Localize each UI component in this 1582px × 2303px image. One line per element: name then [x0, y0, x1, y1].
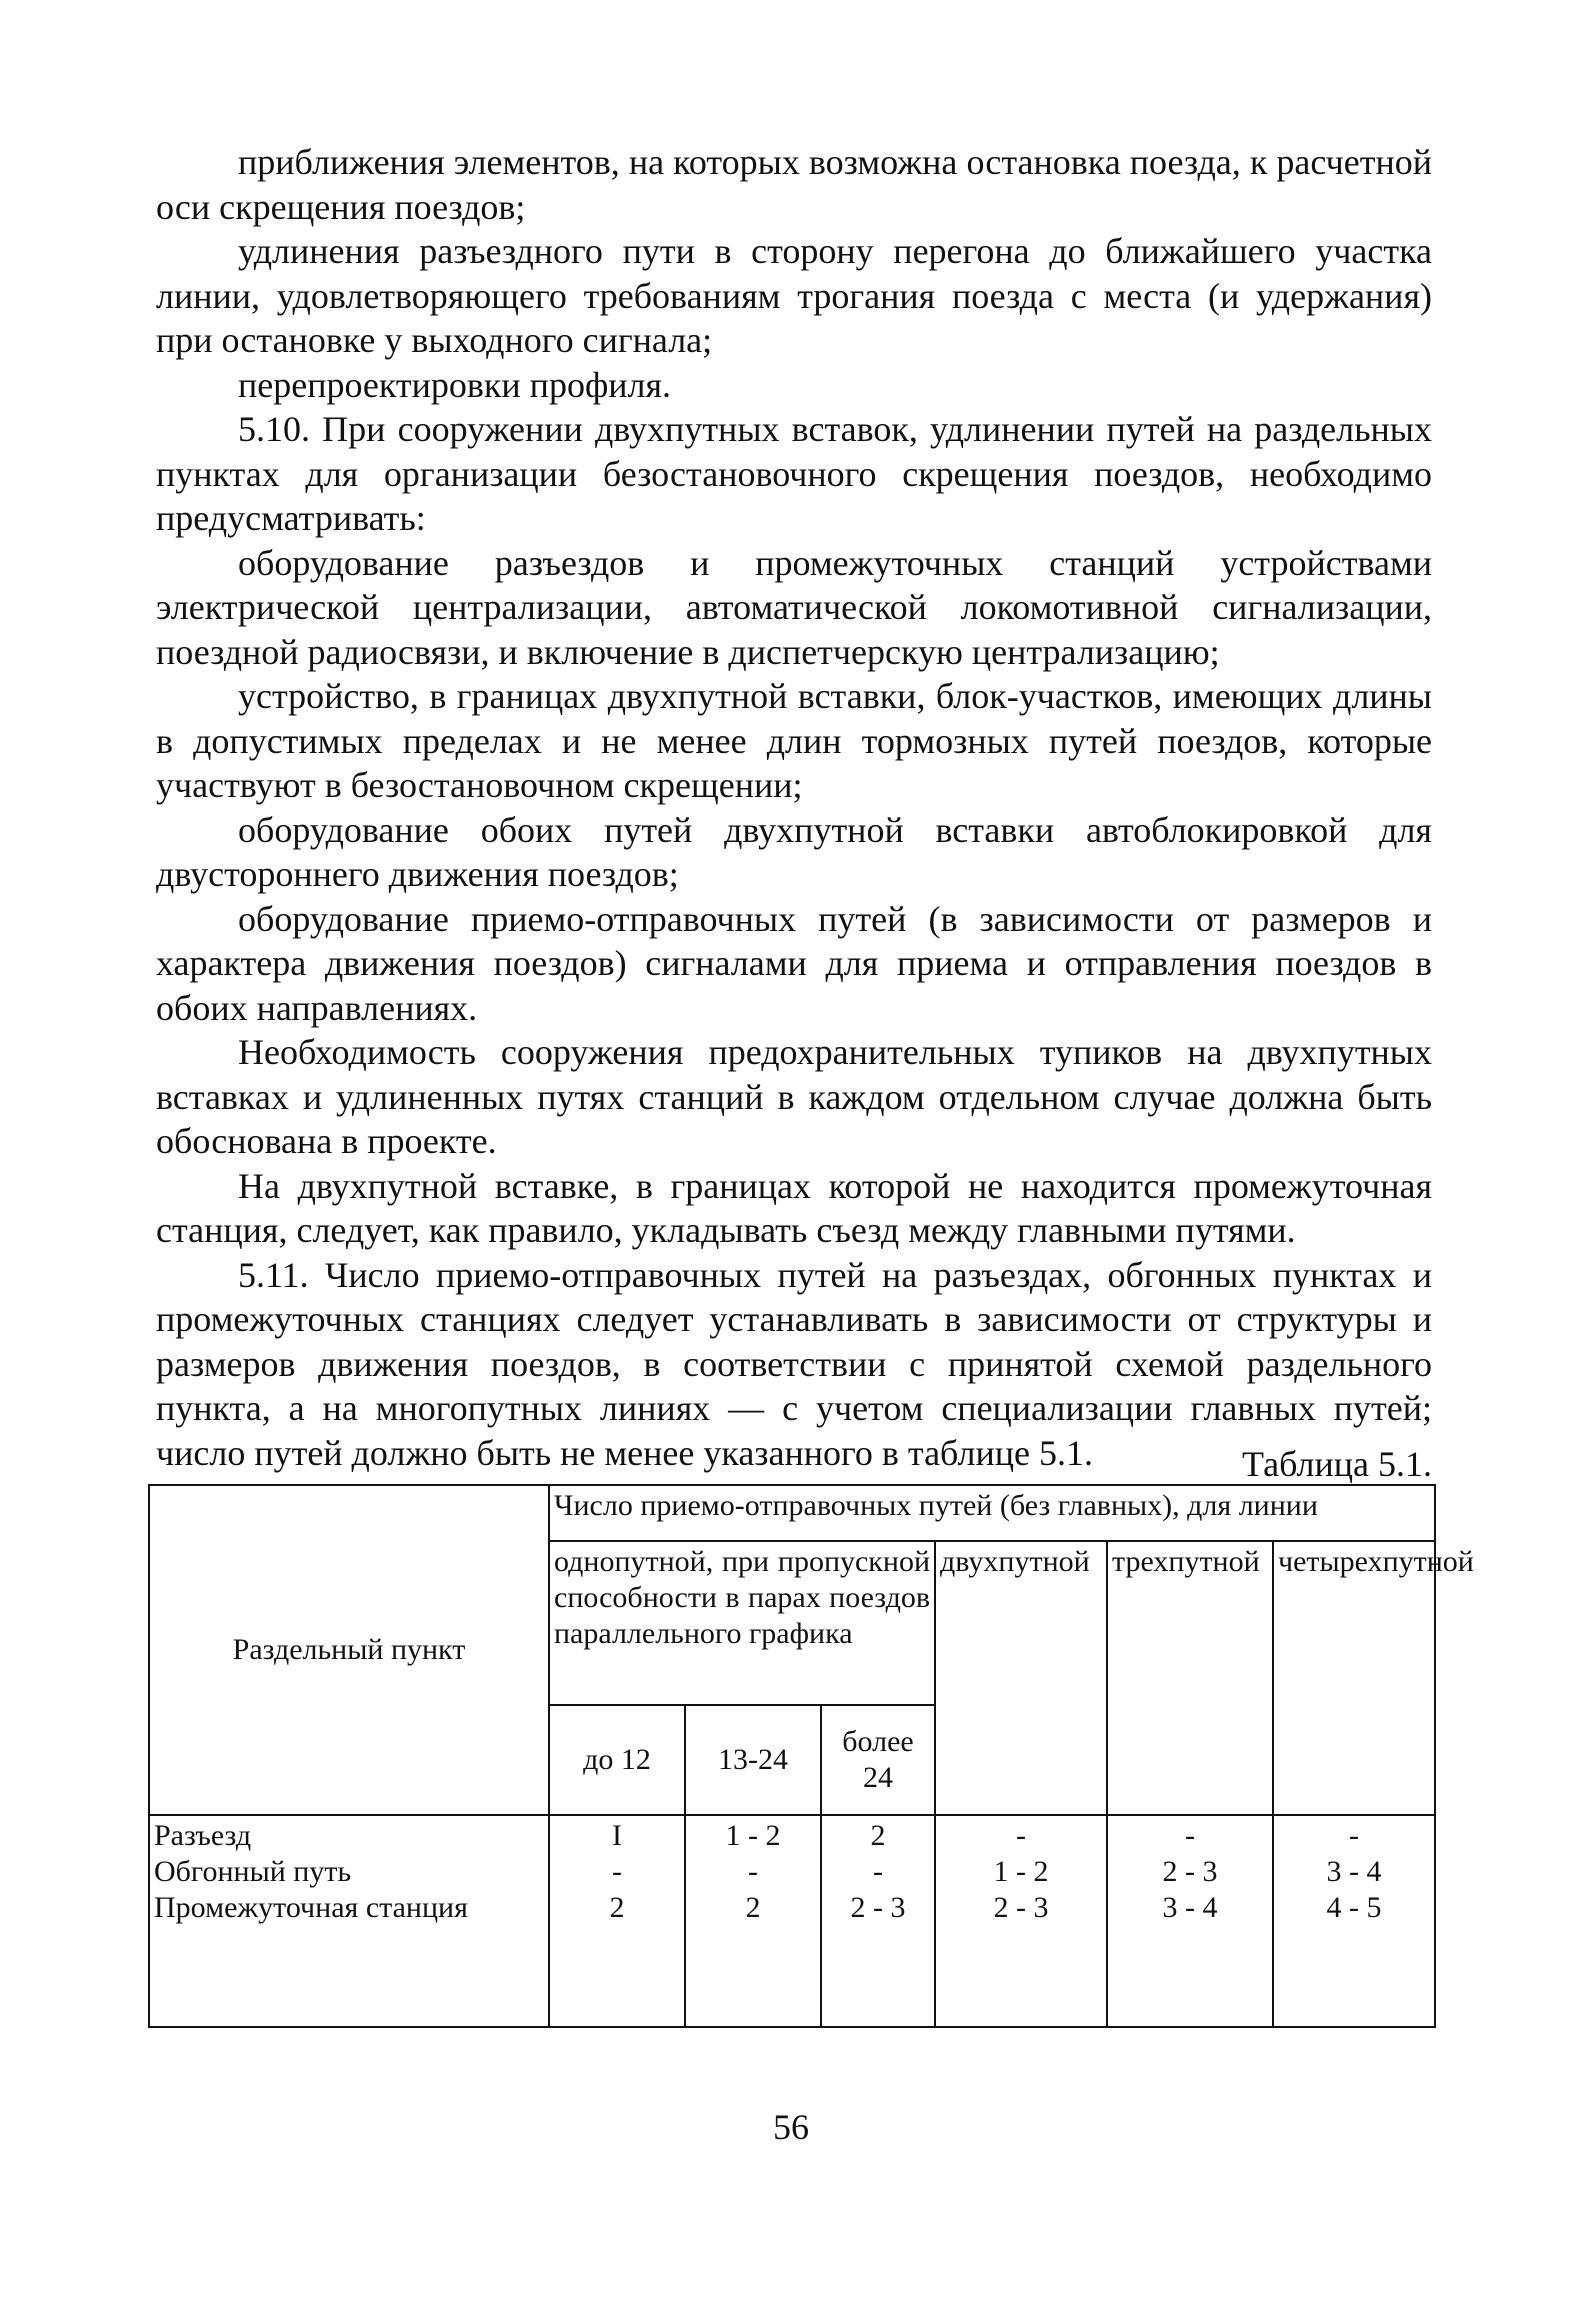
- table-cell: 2: [609, 1891, 625, 1924]
- table-cell: 2: [870, 1819, 886, 1852]
- table-cell: 2 - 3: [850, 1891, 906, 1924]
- triple-track-header: трехпутной: [1112, 1545, 1260, 1578]
- single-track-header: однопутной, при пропускной способности в парах поездов параллельного графика: [554, 1545, 930, 1650]
- table-cell: 2: [745, 1891, 761, 1924]
- table-cell: 2 - 3: [993, 1891, 1049, 1924]
- paragraph: устройство, в границах двухпутной вставки, блок-участков, имеющих длины в допустимых пределах и не менее длин тормозных путей поездов, которые участвуют в безостановочном скрещении;: [156, 676, 1432, 805]
- paragraph: Необходимость сооружения предохранительных тупиков на двухпутных вставках и удлиненных путях станций в каждом отдельном случае должна быть обоснована в проекте.: [156, 1032, 1432, 1161]
- table-cell: 4 - 5: [1326, 1891, 1382, 1924]
- table-caption: Таблица 5.1.: [1242, 1444, 1432, 1484]
- paragraph: оборудование обоих путей двухпутной вставки автоблокировкой для двустороннего движения поездов;: [156, 809, 1432, 894]
- paragraph: 5.11. Число приемо-отправочных путей на разъездах, обгонных пунктах и промежуточных станциях следует устанавливать в зависимости от структуры и размеров движения поездов, в соответствии с принятой схемой раздельного пункта, а на многопутных линиях — с учетом специализации главных путей; число путей должно быть не менее указанного в таблице 5.1.: [156, 1254, 1432, 1473]
- group-header-cell: [549, 1485, 1435, 1541]
- station-name: Промежуточная станция: [154, 1891, 468, 1924]
- station-name: Разъезд: [154, 1819, 252, 1852]
- value-column: [685, 1815, 821, 2027]
- paragraph: приближения элементов, на которых возможна остановка поезда, к расчетной оси скрещения поездов;: [156, 142, 1432, 227]
- table-cell: 2 - 3: [1162, 1855, 1218, 1888]
- table-cell: 1 - 2: [725, 1819, 781, 1852]
- station-name: Обгонный путь: [154, 1855, 352, 1888]
- value-column: [935, 1815, 1107, 2027]
- value-column: [821, 1815, 935, 2027]
- table-cell: -: [873, 1855, 883, 1888]
- quad-track-header-cell: [1273, 1541, 1474, 1815]
- double-track-header: двухпутной: [940, 1545, 1090, 1578]
- value-column: [1107, 1815, 1273, 2027]
- body-text: [156, 140, 1432, 1475]
- triple-track-header-cell: [1107, 1541, 1273, 1815]
- table-cell: 3 - 4: [1326, 1855, 1382, 1888]
- table-cell: -: [1349, 1819, 1360, 1852]
- station-names-cell: [149, 1815, 549, 2027]
- group-header: Число приемо-отправочных путей (без главных), для линии: [554, 1489, 1318, 1522]
- table-cell: -: [612, 1855, 622, 1888]
- table-cell: -: [748, 1855, 758, 1888]
- double-track-header-cell: [935, 1541, 1107, 1815]
- paragraph: удлинения разъездного пути в сторону перегона до ближайшего участка линии, удовлетворяющего требованиям трогания поезда с места (и удержания) при остановке у выходного сигнала;: [156, 231, 1432, 360]
- capacity-header: более 24: [821, 1705, 935, 1815]
- tracks-table: [148, 1484, 1474, 2028]
- value-column: [1273, 1815, 1435, 2027]
- table-cell: 1 - 2: [993, 1855, 1049, 1888]
- table-cell: 3 - 4: [1162, 1891, 1218, 1924]
- paragraph: оборудование приемо-отправочных путей (в зависимости от размеров и характера движения поездов) сигналами для приема и отправления поездов в обоих направлениях.: [156, 898, 1432, 1028]
- table-cell: -: [1016, 1819, 1026, 1852]
- row-header: Раздельный пункт: [232, 1633, 466, 1666]
- table-data-row: [149, 1815, 1435, 2027]
- row-header-cell: [149, 1485, 549, 1815]
- single-track-header-cell: [549, 1541, 935, 1705]
- value-column: [549, 1815, 685, 2027]
- paragraph: оборудование разъездов и промежуточных станций устройствами электрической централизации, автоматической локомотивной сигнализации, поездной радиосвязи, и включение в диспетчерскую централизацию;: [156, 542, 1432, 672]
- paragraph: 5.10. При сооружении двухпутных вставок, удлинении путей на раздельных пунктах для организации безостановочного скрещения поездов, необходимо предусматривать:: [156, 409, 1432, 538]
- table-cell: I: [612, 1819, 622, 1852]
- paragraph: перепроектировки профиля.: [238, 364, 672, 405]
- capacity-header: 13-24: [685, 1705, 821, 1815]
- table-cell: -: [1185, 1819, 1195, 1852]
- paragraph: На двухпутной вставке, в границах которой не находится промежуточная станция, следует, как правило, укладывать съезд между главными путями.: [156, 1165, 1432, 1250]
- capacity-header: до 12: [549, 1705, 685, 1815]
- quad-track-header: четырехпутной: [1278, 1545, 1474, 1578]
- page-number: 56: [773, 2107, 809, 2147]
